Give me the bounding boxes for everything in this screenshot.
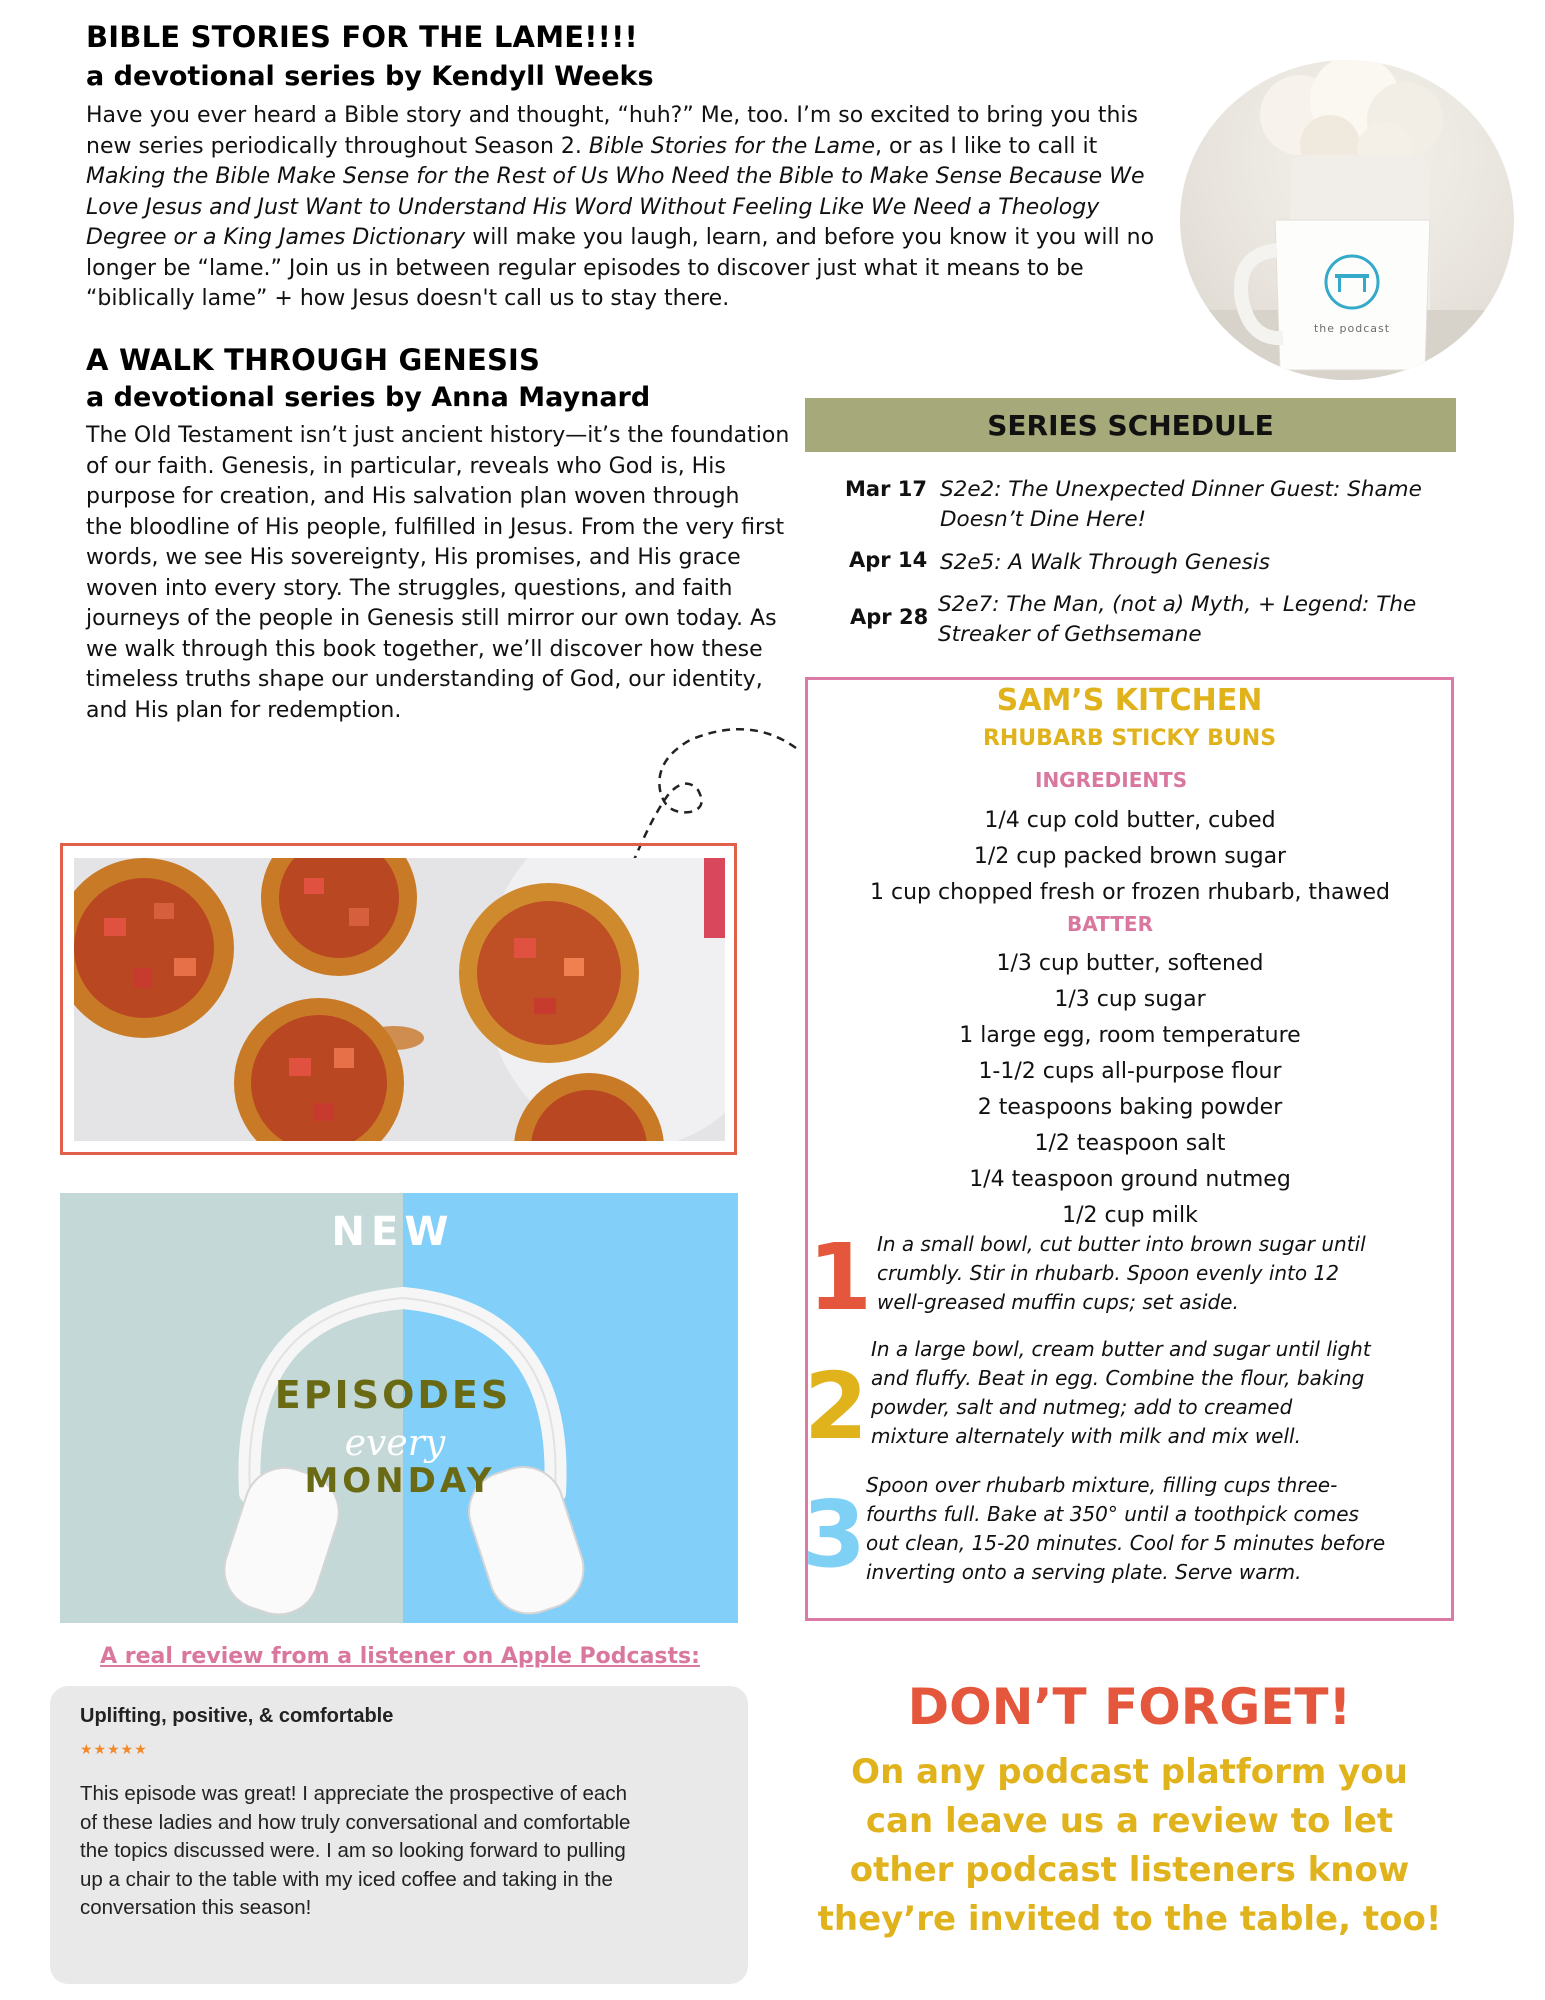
step-text: Spoon over rhubarb mixture, filling cups three- fourths full. Bake at 350° until a toothpick comes out clean, 15-20 minutes. Cool for 5 minutes before inverting onto a serving plate. Serve warm. <box>866 1473 1386 1584</box>
text-line: we walk through this book together, we’ll discover how these <box>86 636 763 662</box>
bun <box>459 883 639 1063</box>
episodes-text: EPISODES <box>274 1373 512 1417</box>
dont-forget-title: DON’T FORGET! <box>907 1678 1352 1736</box>
text-line: The Old Testament isn’t just ancient history—it’s the foundation <box>86 423 790 448</box>
schedule-episode: S2e5: A Walk Through Genesis <box>940 550 1270 575</box>
new-text: NEW <box>331 1209 455 1255</box>
mug-text: the podcast <box>1313 322 1391 335</box>
text-line: words, we see His sovereignty, His promises, and His grace <box>86 545 741 570</box>
review-title: Uplifting, positive, & comfortable <box>80 1705 394 1727</box>
step-text: In a small bowl, cut butter into brown sugar until crumbly. Stir in rhubarb. Spoon evenly into 12 well-greased muffin cups; set aside. <box>877 1232 1366 1314</box>
sticky-buns-photo <box>74 858 725 1141</box>
batter-label: BATTER <box>1067 912 1153 936</box>
text-line: purpose for creation, and His salvation plan woven through <box>86 484 740 509</box>
bible-series-byline: a devotional series by Kendyll Weeks <box>86 61 654 92</box>
schedule-date: Apr 14 <box>849 548 928 572</box>
series-name: Bible Stories for the Lame <box>588 133 875 159</box>
text-line: woven into every story. The struggles, questions, and faith <box>86 575 733 601</box>
recipe-kitchen-title: SAM’S KITCHEN <box>996 683 1263 718</box>
text-line: of our faith. Genesis, in particular, reveals who God is, His <box>86 453 726 479</box>
dont-forget-message: On any podcast platform you can leave us a review to let other podcast listeners know they’re invited to the table, too! <box>817 1752 1442 1939</box>
apple-podcasts-review-link[interactable]: A real review from a listener on Apple Podcasts: <box>100 1644 700 1669</box>
recipe-name: RHUBARB STICKY BUNS <box>982 726 1277 751</box>
list-item: 2 teaspoons baking powder <box>977 1095 1283 1120</box>
step-text: In a large bowl, cream butter and sugar until light and fluffy. Beat in egg. Combine the flour, baking powder, salt and nutmeg; add to creamed mixture alternately with milk and mix well. <box>871 1337 1371 1448</box>
list-item: 1/4 cup cold butter, cubed <box>984 808 1276 833</box>
step-number: 3 <box>802 1481 867 1588</box>
mug-illustration <box>1180 60 1514 380</box>
star-rating-icon: ★★★★★ <box>80 1742 148 1758</box>
text-line: Love Jesus and Just Want to Understand His Word Without Feeling Like We Need a Theology <box>86 194 1100 220</box>
list-item: 1 large egg, room temperature <box>959 1023 1301 1048</box>
list-item: 1/2 teaspoon salt <box>1034 1131 1226 1156</box>
batter-list <box>810 946 1450 1234</box>
text-line: timeless truths shape our understanding of God, our identity, <box>86 667 763 692</box>
text-line: Have you ever heard a Bible story and thought, “huh?” Me, too. I’m so excited to bring you this <box>86 103 1138 128</box>
bible-series-description <box>86 101 1186 315</box>
schedule-date: Mar 17 <box>845 477 927 501</box>
list-item: 1/3 cup sugar <box>1054 987 1206 1012</box>
text-line: “biblically lame” + how Jesus doesn't call us to stay there. <box>86 286 730 311</box>
sticky-buns-illustration <box>74 858 725 1141</box>
text-line: new series periodically throughout Season 2. Bible Stories for the Lame, or as I like to call it <box>86 133 1098 159</box>
review-body: This episode was great! I appreciate the prospective of each of these ladies and how truly conversational and comfortable the topics discussed were. I am so looking forward to pulling up a chair to the table with my iced coffee and taking in the conversation this season! <box>80 1782 631 1919</box>
text-line: journeys of the people in Genesis still mirror our own today. As <box>86 606 777 631</box>
ingredients-label: INGREDIENTS <box>1035 768 1188 792</box>
text-line: and His plan for redemption. <box>86 697 402 723</box>
ingredients-list <box>810 803 1450 911</box>
every-text: every <box>344 1423 446 1464</box>
new-episodes-graphic <box>60 1193 738 1623</box>
text-line: Making the Bible Make Sense for the Rest of Us Who Need the Bible to Make Sense Because We <box>86 164 1145 189</box>
list-item: 1/4 teaspoon ground nutmeg <box>969 1167 1291 1192</box>
schedule-episode: S2e2: The Unexpected Dinner Guest: Shame Doesn’t Dine Here! <box>940 477 1422 532</box>
step-number: 1 <box>808 1224 873 1331</box>
list-item: 1/2 cup packed brown sugar <box>973 844 1287 869</box>
mug-photo <box>1180 60 1514 380</box>
schedule-date: Apr 28 <box>850 605 929 629</box>
list-item: 1/2 cup milk <box>1062 1203 1198 1228</box>
step-number: 2 <box>804 1353 869 1460</box>
list-item: 1 cup chopped fresh or frozen rhubarb, thawed <box>870 880 1390 905</box>
bible-series-title: BIBLE STORIES FOR THE LAME!!!! <box>86 20 638 54</box>
text-line: Degree or a King James Dictionary will make you laugh, learn, and before you know it you will no <box>86 225 1155 250</box>
text-line: the bloodline of His people, fulfilled in Jesus. From the very first <box>86 514 785 540</box>
genesis-series-byline: a devotional series by Anna Maynard <box>86 382 651 413</box>
new-episodes-illustration <box>60 1193 738 1623</box>
monday-text: MONDAY <box>304 1461 496 1501</box>
schedule-episode: S2e7: The Man, (not a) Myth, + Legend: The Streaker of Gethsemane <box>938 592 1417 647</box>
genesis-series-description <box>86 421 806 726</box>
genesis-series-title: A WALK THROUGH GENESIS <box>86 343 541 377</box>
text-line: longer be “lame.” Join us in between regular episodes to discover just what it means to be <box>86 255 1084 281</box>
series-schedule-heading: SERIES SCHEDULE <box>805 398 1456 452</box>
list-item: 1/3 cup butter, softened <box>996 951 1264 976</box>
list-item: 1-1/2 cups all-purpose flour <box>978 1059 1282 1084</box>
